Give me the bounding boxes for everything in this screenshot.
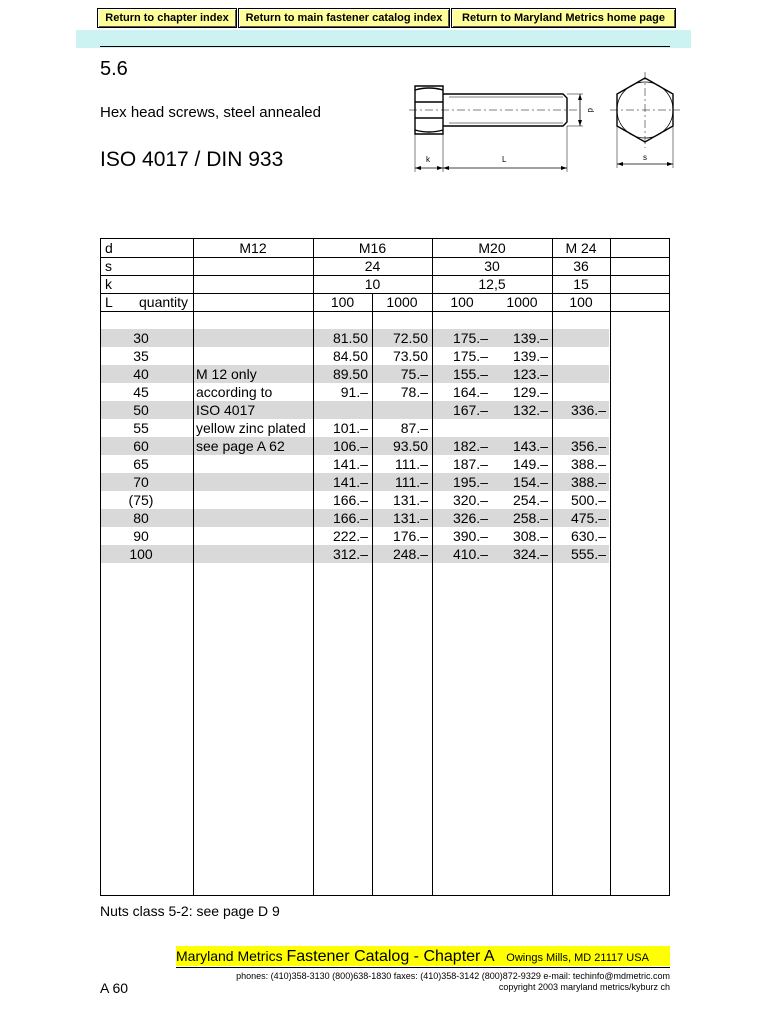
price-cell: [372, 401, 428, 419]
price-cell: 155.–: [452, 366, 488, 382]
header-cell: 30: [484, 258, 500, 274]
price-cell: 248.–: [392, 546, 428, 562]
m12-note-line: according to: [196, 384, 273, 400]
header-cell: M 24: [565, 240, 597, 256]
price-cell: 390.–: [452, 528, 488, 544]
footer-location: Owings Mills, MD 21117 USA: [506, 952, 649, 964]
price-cell: 182.–: [452, 438, 488, 454]
price-cell: [492, 419, 548, 437]
price-cell: 123.–: [512, 366, 548, 382]
length-cell: (75): [128, 492, 154, 508]
price-cell: 87.–: [400, 420, 428, 436]
price-cell: 167.–: [452, 402, 488, 418]
footer-phones: phones: (410)358-3130 (800)638-1830 faxes: (410)358-3142 (800)872-9329 e-mail: techinfo@mdmetric.com: [236, 971, 670, 981]
header-cell: d: [105, 240, 113, 256]
section-number: 5.6: [100, 58, 128, 80]
label-d: d: [586, 108, 595, 113]
price-cell: 555.–: [570, 546, 606, 562]
m12-note-line: yellow zinc plated: [196, 420, 306, 436]
price-cell: 388.–: [570, 474, 606, 490]
price-cell: 500.–: [570, 492, 606, 508]
length-cell: 45: [133, 384, 149, 400]
price-cell: [552, 347, 606, 365]
length-cell: 100: [129, 546, 153, 562]
label-L: L: [502, 155, 507, 164]
price-cell: 131.–: [392, 492, 428, 508]
m12-note-line: see page A 62: [196, 438, 285, 454]
price-cell: 84.50: [332, 348, 368, 364]
home-page-button[interactable]: Return to Maryland Metrics home page: [451, 8, 676, 28]
label-k: k: [426, 155, 430, 164]
header-cell: s: [105, 258, 112, 274]
price-cell: 258.–: [512, 510, 548, 526]
price-cell: 326.–: [452, 510, 488, 526]
header-cell-quantity: quantity: [139, 294, 189, 310]
footer-company: Maryland Metrics: [176, 948, 283, 964]
length-cell: 65: [133, 456, 149, 472]
price-cell: 141.–: [332, 474, 368, 490]
price-cell: 175.–: [452, 348, 488, 364]
price-cell: 141.–: [332, 456, 368, 472]
header-cell: [193, 275, 313, 293]
length-cell: 80: [133, 510, 149, 526]
price-cell: 195.–: [452, 474, 488, 490]
price-cell: [432, 419, 488, 437]
column-line: [610, 239, 611, 895]
header-cell: M16: [358, 240, 387, 256]
main-index-button[interactable]: Return to main fastener catalog index: [238, 8, 450, 28]
quantity-cell: 100: [330, 294, 355, 310]
price-cell: 111.–: [395, 474, 428, 490]
price-cell: 154.–: [512, 474, 548, 490]
price-cell: 73.50: [392, 348, 428, 364]
price-cell: 101.–: [332, 420, 368, 436]
price-cell: 111.–: [395, 456, 428, 472]
price-cell: 164.–: [452, 384, 488, 400]
price-cell: 139.–: [512, 348, 548, 364]
header-cell: k: [105, 276, 112, 292]
price-cell: 78.–: [400, 384, 428, 400]
quantity-cell: 1000: [386, 294, 418, 310]
price-cell: 93.50: [392, 438, 428, 454]
standard-title: ISO 4017 / DIN 933: [100, 148, 284, 171]
length-cell: 50: [133, 402, 149, 418]
length-cell: 70: [133, 474, 149, 490]
price-cell: 166.–: [332, 510, 368, 526]
quantity-cell: 100: [450, 294, 474, 310]
price-cell: 320.–: [452, 492, 488, 508]
price-cell: 187.–: [452, 456, 488, 472]
price-cell: 630.–: [570, 528, 606, 544]
length-cell: 35: [133, 348, 149, 364]
length-cell: 40: [133, 366, 149, 382]
footer-copyright: copyright 2003 maryland metrics/kyburz ch: [498, 982, 670, 992]
quantity-cell: 1000: [506, 294, 538, 310]
price-cell: 175.–: [452, 330, 488, 346]
price-cell: 89.50: [332, 366, 368, 382]
length-cell: 55: [133, 420, 149, 436]
column-line: [193, 239, 194, 895]
footer-rule: [176, 967, 670, 968]
header-cell: M20: [478, 240, 506, 256]
product-subtitle: Hex head screws, steel annealed: [100, 104, 321, 121]
price-cell: 475.–: [570, 510, 606, 526]
price-cell: 132.–: [512, 402, 548, 418]
price-cell: 139.–: [512, 330, 548, 346]
header-cell: 24: [364, 258, 381, 274]
header-cell: 12,5: [478, 276, 506, 292]
header-cell-L: L: [105, 294, 113, 310]
price-cell: 129.–: [512, 384, 548, 400]
price-cell: [552, 419, 606, 437]
chapter-index-button[interactable]: Return to chapter index: [97, 8, 237, 28]
price-cell: [552, 365, 606, 383]
m12-note-line: ISO 4017: [196, 402, 256, 418]
price-cell: 166.–: [332, 492, 368, 508]
price-cell: 388.–: [570, 456, 606, 472]
row-line: [101, 311, 669, 312]
price-cell: 356.–: [570, 438, 606, 454]
price-cell: 254.–: [512, 492, 548, 508]
price-cell: 72.50: [392, 330, 428, 346]
price-cell: 106.–: [332, 438, 368, 454]
price-cell: 222.–: [332, 528, 368, 544]
hex-screw-drawing: [405, 68, 705, 178]
header-cell: 15: [573, 276, 589, 292]
price-cell: 336.–: [570, 402, 606, 418]
price-cell: [552, 383, 606, 401]
footer-title: [176, 946, 649, 968]
price-table: [100, 238, 670, 896]
page-number: A 60: [100, 980, 129, 996]
price-cell: 410.–: [452, 546, 488, 562]
length-cell: 60: [133, 438, 149, 454]
quantity-cell: 100: [569, 294, 593, 310]
m12-note-line: M 12 only: [196, 366, 257, 382]
price-cell: 176.–: [392, 528, 428, 544]
price-cell: 131.–: [392, 510, 428, 526]
header-cell: [193, 257, 313, 275]
price-cell: [552, 329, 606, 347]
price-cell: 81.50: [332, 330, 368, 346]
header-cell: M12: [239, 240, 267, 256]
price-cell: [313, 401, 368, 419]
price-cell: 75.–: [400, 366, 428, 382]
header-cell: 10: [364, 276, 381, 292]
header-rule: [100, 46, 670, 47]
length-cell: 90: [133, 528, 149, 544]
footer-catalog: Fastener Catalog - Chapter A: [286, 948, 495, 965]
price-cell: 312.–: [332, 546, 368, 562]
price-cell: 308.–: [512, 528, 548, 544]
price-cell: 91.–: [340, 384, 368, 400]
price-cell: 143.–: [512, 438, 548, 454]
length-cell: 30: [133, 330, 149, 346]
label-s: s: [643, 153, 647, 162]
nuts-note: Nuts class 5-2: see page D 9: [100, 903, 280, 919]
price-cell: 324.–: [512, 546, 548, 562]
footer-contact: [236, 971, 670, 993]
price-cell: 149.–: [512, 456, 548, 472]
header-cell: 36: [573, 258, 589, 274]
